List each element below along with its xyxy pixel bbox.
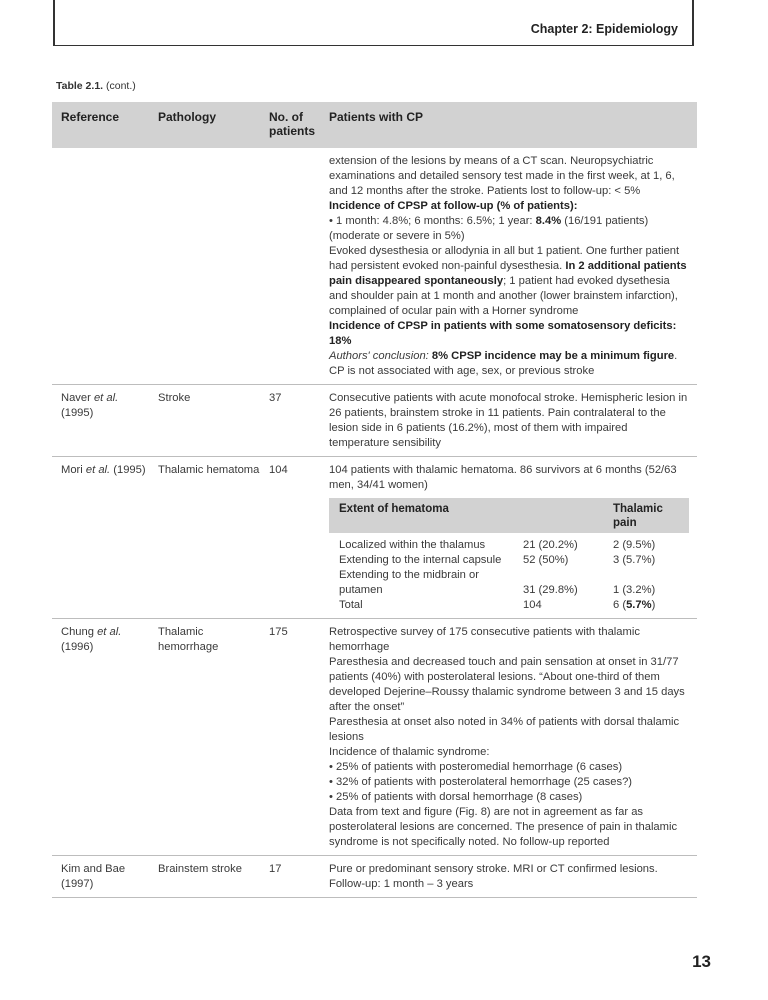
pathology-cell: Stroke (158, 392, 191, 404)
reference-cell: Chung et al. (1996) (61, 626, 122, 653)
n-cell: 17 (269, 863, 282, 875)
subtable-total: Total 104 6 (5.7%) (339, 599, 656, 611)
subtable-header: Extent of hematoma Thalamic pain (329, 498, 689, 533)
table-row (52, 457, 697, 619)
cp-cell: Consecutive patients with acute monofocal stroke. Hemispheric lesion in 26 patients, brainstem stroke in 11 patients. Pain contralateral to the lesion side in 6 patients (16.2%), most of them with impaired temperature sensibility (329, 392, 688, 449)
col-pathology: Pathology (158, 110, 217, 124)
pathology-cell: Brainstem stroke (158, 863, 242, 875)
cp-conclusion: Authors' conclusion: 8% CPSP incidence may be a minimum figure. CP is not associated with age, sex, or previous stroke (329, 350, 678, 377)
cp-heading: Incidence of CPSP at follow-up (% of patients): (329, 200, 578, 212)
table-label: Table 2.1. (56, 80, 104, 92)
cp-text: extension of the lesions by means of a CT scan. Neuropsychiatric examinations and detailed sensory test made in the first week, at 1, 6, and 12 months after the stroke. Patients lost to follow-up: < 5% (329, 155, 675, 197)
subtable-row: Extending to the midbrain or putamen 31 (29.8%) 1 (3.2%) (339, 569, 656, 596)
n-cell: 175 (269, 626, 288, 638)
cp-cell (320, 154, 697, 379)
col-patients-cp: Patients with CP (329, 110, 424, 124)
reference-cell: Naver et al. (1995) (61, 392, 119, 419)
n-cell: 104 (269, 464, 288, 476)
subtable-row: Localized within the thalamus 21 (20.2%) 2 (9.5%) (339, 539, 656, 551)
table-row (52, 385, 697, 457)
reference-cell: Kim and Bae (1997) (61, 863, 126, 890)
table-cont-note: (cont.) (106, 80, 136, 92)
cp-incidence: • 1 month: 4.8%; 6 months: 6.5%; 1 year: 8.4% (16/191 patients) (moderate or severe in 5%) (329, 215, 649, 242)
page-number: 13 (692, 952, 711, 971)
data-table (52, 102, 697, 898)
header-rule-bottom (53, 45, 693, 46)
pathology-cell: Thalamic hemorrhage (158, 626, 219, 653)
table-row (52, 619, 697, 856)
pathology-cell: Thalamic hematoma (158, 464, 260, 476)
col-reference: Reference (61, 110, 120, 124)
table-row-continued (52, 148, 697, 385)
table-row (52, 856, 697, 898)
table-caption (56, 80, 136, 92)
hematoma-subtable (329, 498, 689, 613)
cp-cell: 104 patients with thalamic hematoma. 86 survivors at 6 months (52/63 men, 34/41 women) Extent of hematoma Thalamic pain Localized within the thalamus 21 (20.2%) 2 (9.5%) Extending to the internal capsule 52 (50%) 3 (5.7%) Extending to the midbrain or putamen 31 (29.8%) 1 (3.2%) Total 104 6 (5.7%) (320, 463, 697, 613)
cp-heading-deficits: Incidence of CPSP in patients with some somatosensory deficits: 18% (329, 320, 677, 347)
subtable-row: Extending to the internal capsule 52 (50%) 3 (5.7%) (339, 554, 656, 566)
header-rule-right (692, 0, 694, 46)
reference-cell: Mori et al. (1995) (61, 464, 146, 476)
table-header (52, 102, 697, 148)
header-rule-left (53, 0, 55, 46)
n-cell: 37 (269, 392, 282, 404)
cp-evoked: Evoked dysesthesia or allodynia in all but 1 patient. One further patient had persistent evoked non-painful dysesthesia. In 2 additional patients pain disappeared spontaneously; 1 patient had evoked dysethesia and shoulder pain at 1 month and another (lower brainstem infarction), complained of ocular pain with a Horner syndrome (329, 245, 687, 317)
running-header: Chapter 2: Epidemiology (530, 22, 678, 36)
cp-cell: Pure or predominant sensory stroke. MRI or CT confirmed lesions. Follow-up: 1 month – 3 years (329, 863, 658, 890)
col-no-patients: No. of patients (269, 110, 316, 138)
cp-cell: Retrospective survey of 175 consecutive patients with thalamic hemorrhage Paresthesia and decreased touch and pain sensation at onset in 31/77 patients (40%) with posterolateral lesions. “About one-third of them developed Dejerine–Roussy thalamic syndrome between 3 and 15 days after the onset” Paresthesia at onset also noted in 34% of patients with dorsal thalamic lesions Incidence of thalamic syndrome: • 25% of patients with posteromedial hemorrhage (6 cases) • 32% of patients with posterolateral hemorrhage (25 cases?) • 25% of patients with dorsal hemorrhage (8 cases) Data from text and figure (Fig. 8) are not in agreement as far as posterolateral lesions are concerned. The presence of pain in thalamic syndrome is not specifically noted. No follow-up reported (329, 626, 685, 848)
